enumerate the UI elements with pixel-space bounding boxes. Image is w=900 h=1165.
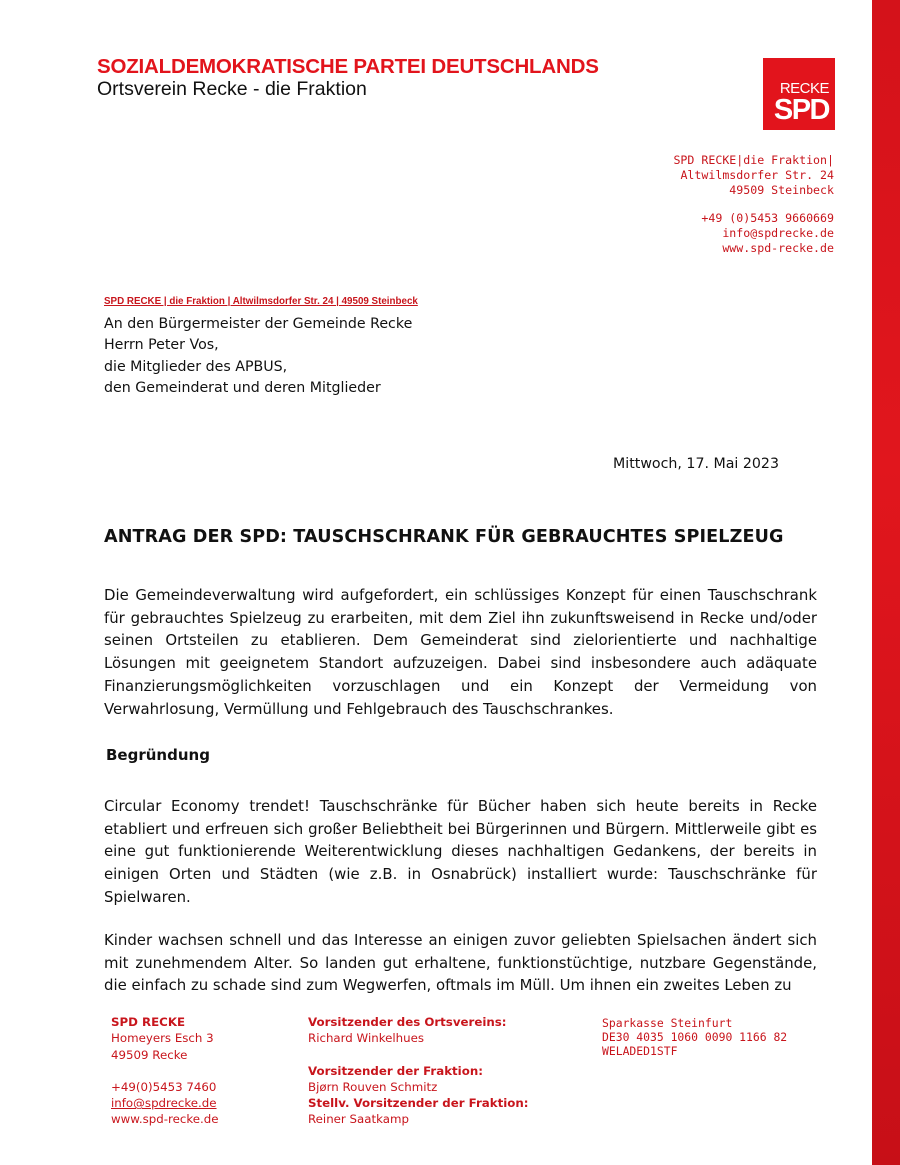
red-side-bar <box>872 0 900 1165</box>
sender-web[interactable]: www.spd-recke.de <box>722 240 834 255</box>
body-paragraph-1: Die Gemeindeverwaltung wird aufgefordert, ein schlüssiges Konzept für einen Tauschschrank für gebrauchtes Spielzeug zu erarbeiten, mit dem Ziel ihn zukunftsweisend in Recke und/oder seinen Ortsteilen zu etablieren. Dem Gemeinderat sind zielorientierte und nachhaltige Lösungen mit geeignetem Standort aufzuzeigen. Dabei sind insbesondere auch adäquate Finanzierungsmöglichkeiten vorzuschlagen und ein Konzept der Vermeidung von Verwahrlosung, Vermüllung und Fehlgebrauch des Tauschschrankes. <box>104 586 817 718</box>
footer-name-faction-chair: Bjørn Rouven Schmitz <box>308 1079 438 1094</box>
sender-address-block <box>673 153 834 256</box>
section-heading-begruendung: Begründung <box>106 746 210 764</box>
return-address-line: SPD RECKE | die Fraktion | Altwilmsdorfer Str. 24 | 49509 Steinbeck <box>104 296 418 307</box>
footer-email-link[interactable]: info@spdrecke.de <box>111 1096 217 1111</box>
footer-officials-column <box>308 1014 529 1128</box>
party-name: SOZIALDEMOKRATISCHE PARTEI DEUTSCHLANDS <box>97 55 599 78</box>
sender-line-3: 49509 Steinbeck <box>729 182 834 197</box>
footer-phone: +49(0)5453 7460 <box>111 1079 217 1094</box>
footer-address-column <box>111 1014 219 1128</box>
sender-line-2: Altwilmsdorfer Str. 24 <box>680 167 834 182</box>
recipient-line-2: Herrn Peter Vos, <box>104 337 219 354</box>
footer-street: Homeyers Esch 3 <box>111 1031 214 1046</box>
letter-date: Mittwoch, 17. Mai 2023 <box>613 456 779 472</box>
footer-org-name: SPD RECKE <box>111 1015 186 1029</box>
footer-bank-column <box>602 1016 787 1058</box>
footer-city: 49509 Recke <box>111 1047 188 1062</box>
logo-text-recke: RECKE <box>779 80 829 97</box>
footer-label-deputy-chair: Stellv. Vorsitzender der Fraktion: <box>308 1096 529 1111</box>
footer-web-link[interactable]: www.spd-recke.de <box>111 1112 219 1127</box>
letter-title: ANTRAG DER SPD: TAUSCHSCHRANK FÜR GEBRAUCHTES SPIELZEUG <box>104 527 784 547</box>
body-paragraph-2: Circular Economy trendet! Tauschschränke für Bücher haben sich heute bereits in Recke etabliert und erfreuen sich großer Beliebtheit bei Bürgerinnen und Bürgern. Mittlerweile gibt es eine gut funktionierende Weiterentwicklung dieses nachhaltigen Gedankens, der bereits in einigen Orten und Städten (wie z.B. in Osnabrück) installiert wurde: Tauschschränke für Spielwaren. <box>104 797 817 906</box>
logo-text-spd: SPD <box>773 94 829 126</box>
footer-label-faction-chair: Vorsitzender der Fraktion: <box>308 1063 483 1078</box>
footer-name-deputy-chair: Reiner Saatkamp <box>308 1112 409 1127</box>
sender-line-1: SPD RECKE|die Fraktion| <box>673 153 834 167</box>
recipient-line-1: An den Bürgermeister der Gemeinde Recke <box>104 316 413 332</box>
recipient-line-4: den Gemeinderat und deren Mitglieder <box>104 379 381 396</box>
footer-bank-name: Sparkasse Steinfurt <box>602 1016 733 1030</box>
footer-name-chair: Richard Winkelhues <box>308 1031 425 1046</box>
footer-label-chair: Vorsitzender des Ortsvereins: <box>308 1015 507 1029</box>
recipient-line-3: die Mitglieder des APBUS, <box>104 358 288 375</box>
footer-bic: WELADED1STF <box>602 1044 678 1058</box>
body-paragraph-3: Kinder wachsen schnell und das Interesse an einigen zuvor geliebten Spielsachen ändert sich mit zunehmendem Alter. So landen gut erhaltene, funktionstüchtige, nutzbare Gegenstände, die einfach zu schade sind zum Wegwerfen, oftmals im Müll. Um ihnen ein zweites Leben zu <box>104 931 817 995</box>
recipient-address <box>104 314 412 399</box>
sender-phone: +49 (0)5453 9660669 <box>701 211 834 226</box>
party-subtitle: Ortsverein Recke - die Fraktion <box>97 78 367 100</box>
footer-iban: DE30 4035 1060 0090 1166 82 <box>602 1030 788 1044</box>
sender-email[interactable]: info@spdrecke.de <box>722 226 834 241</box>
spd-recke-logo <box>763 58 835 130</box>
